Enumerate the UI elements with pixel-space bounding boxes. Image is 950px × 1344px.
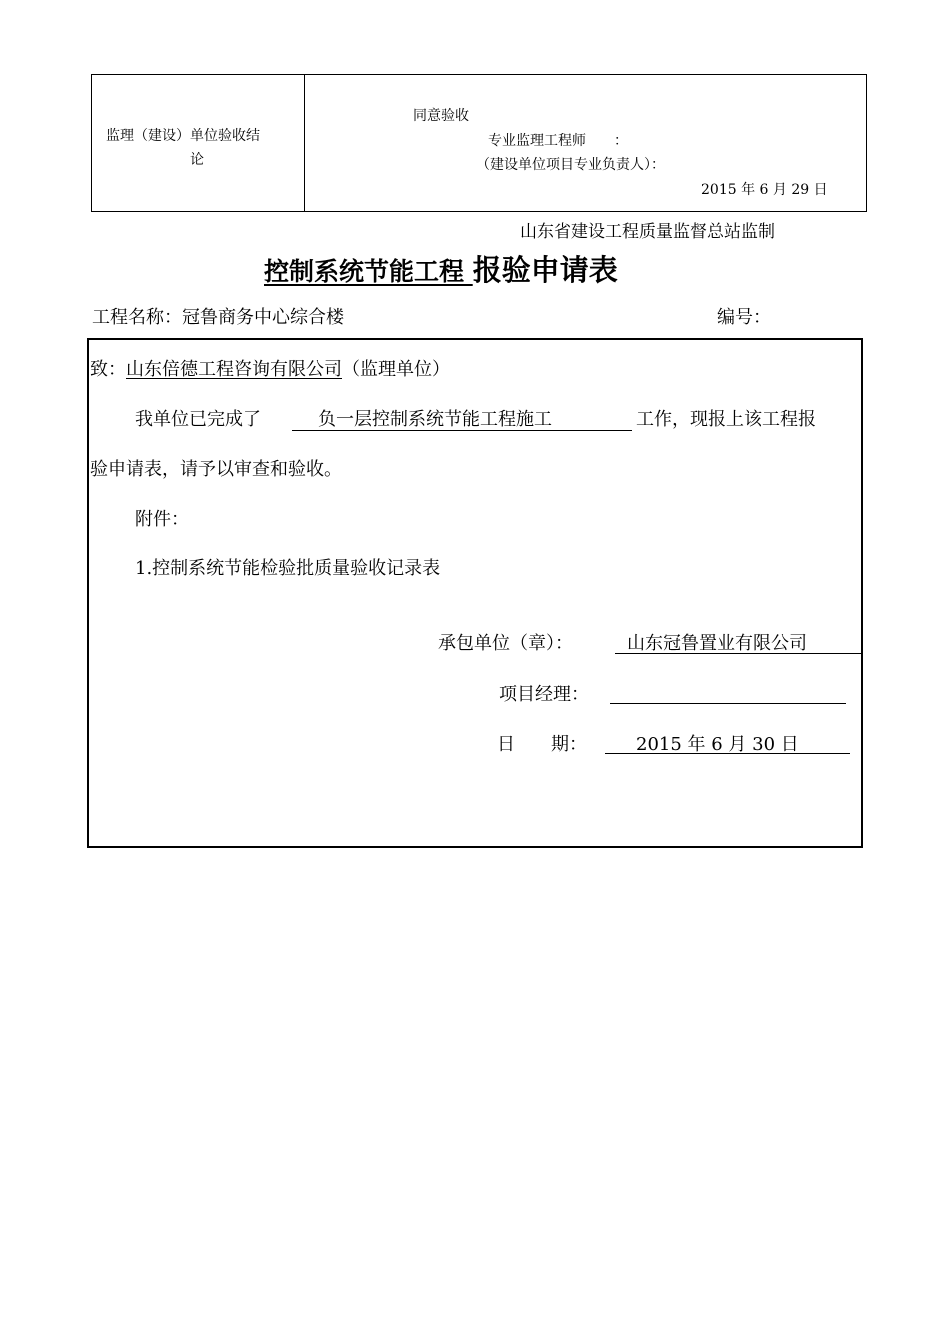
acceptance-label-line1: 监理（建设）单位验收结 <box>106 128 260 144</box>
contractor-label: 承包单位（章）： <box>438 633 573 654</box>
supervision-note: 山东省建设工程质量监督总站监制 <box>520 222 775 242</box>
addressee-prefix: 致： <box>90 359 126 380</box>
addressee-line <box>90 355 450 381</box>
date-underline <box>605 753 850 754</box>
acceptance-label-line2: 论 <box>190 152 204 168</box>
addressee-suffix: （监理单位） <box>342 359 450 380</box>
form-title-part2: 报验申请表 <box>472 253 618 287</box>
date-label: 日 期： <box>497 734 587 755</box>
form-title <box>264 248 618 289</box>
completed-work-underline <box>292 430 632 431</box>
owner-label: （建设单位项目专业负责人）： <box>476 157 665 173</box>
project-number-label: 编号： <box>717 307 771 328</box>
contractor-underline <box>615 653 861 654</box>
manager-label: 项目经理： <box>499 684 589 705</box>
paragraph-line1-prefix: 我单位已完成了 <box>135 409 261 430</box>
acceptance-date: 2015 年 6 月 29 日 <box>701 182 828 198</box>
paragraph-line1-suffix: 工作，现报上该工程报 <box>636 409 816 430</box>
paragraph-line2: 验申请表，请予以审查和验收。 <box>90 459 342 480</box>
table-divider <box>304 75 305 211</box>
manager-underline <box>610 703 846 704</box>
attachment-label: 附件： <box>135 509 189 530</box>
form-title-part1: 控制系统节能工程 <box>264 257 473 286</box>
project-name-row <box>92 303 344 329</box>
completed-work: 负一层控制系统节能工程施工 <box>318 409 552 430</box>
project-name-label: 工程名称： <box>92 307 182 328</box>
project-name-value: 冠鲁商务中心综合楼 <box>182 307 344 328</box>
addressee-company: 山东倍德工程咨询有限公司 <box>126 359 342 380</box>
date-value: 2015 年 6 月 30 日 <box>636 734 799 755</box>
engineer-label: 专业监理工程师 ： <box>488 133 628 149</box>
agree-text: 同意验收 <box>413 108 469 124</box>
contractor-value: 山东冠鲁置业有限公司 <box>627 633 807 654</box>
attachment-item: 1.控制系统节能检验批质量验收记录表 <box>135 558 441 579</box>
